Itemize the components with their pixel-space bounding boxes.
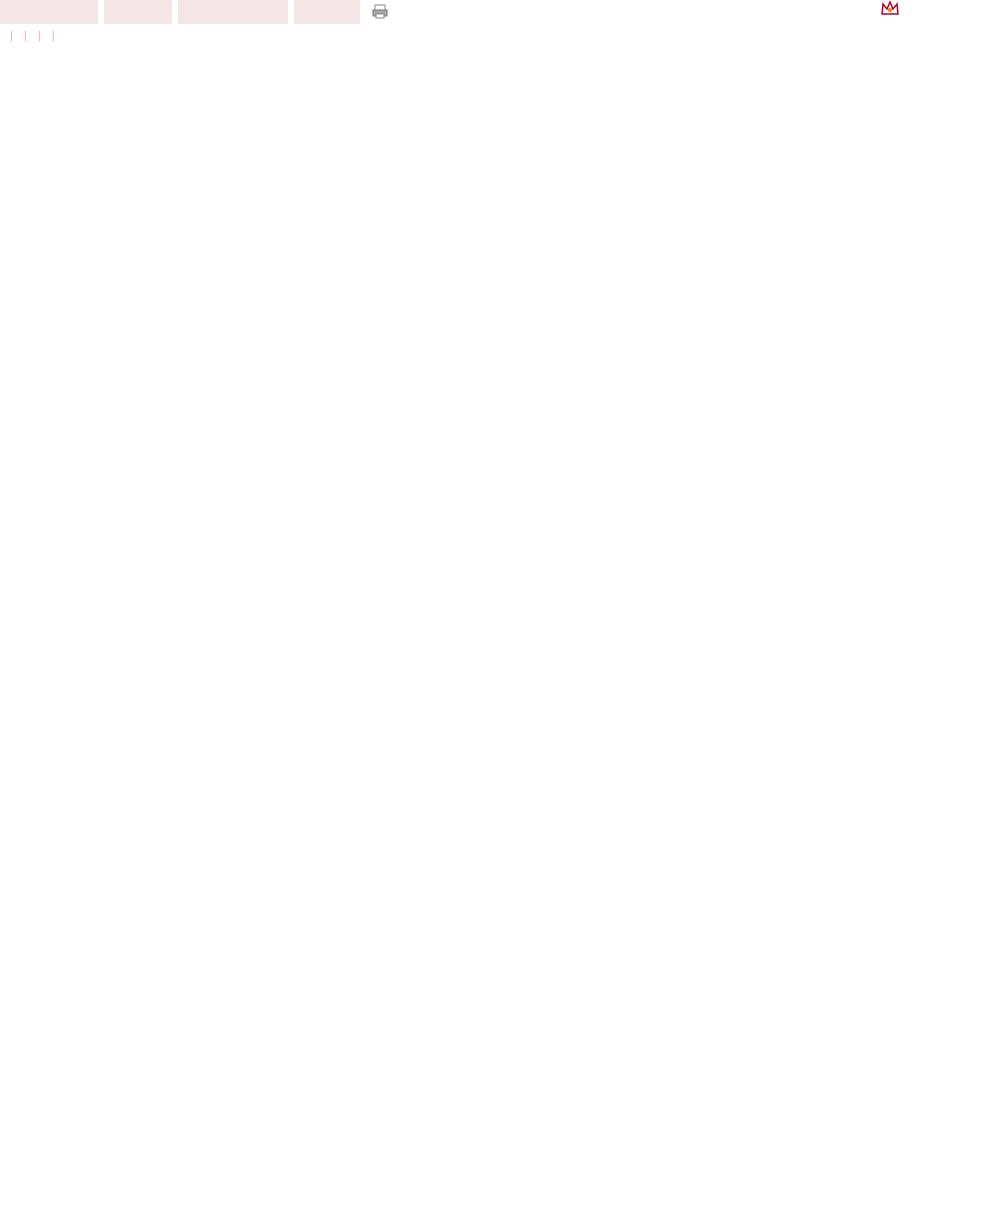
tab-cycle-overview[interactable] bbox=[178, 0, 288, 24]
top-bar bbox=[0, 0, 981, 24]
cycle-meta: | | | | bbox=[10, 30, 55, 42]
printer-icon[interactable] bbox=[372, 4, 388, 19]
username bbox=[0, 0, 98, 24]
cycle-chart bbox=[0, 74, 981, 642]
cycle-navigator[interactable] bbox=[104, 0, 172, 24]
crown-icon bbox=[880, 0, 900, 16]
tab-statistics[interactable] bbox=[294, 0, 360, 24]
brand-logo[interactable] bbox=[880, 0, 980, 24]
